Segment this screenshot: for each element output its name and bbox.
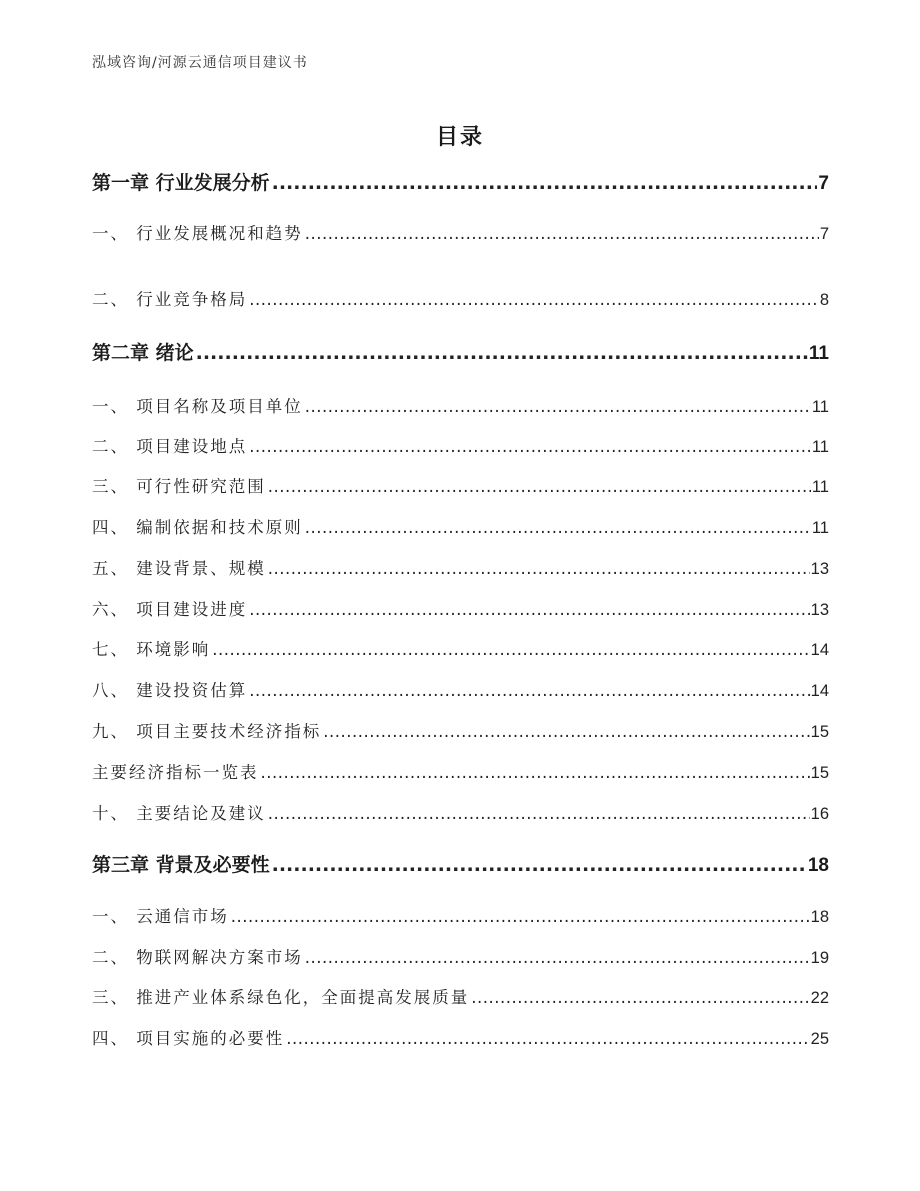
toc-entry-label: 五、 建设背景、规模: [92, 559, 266, 578]
dot-leader: [268, 559, 810, 578]
toc-entry-label: 三、 推进产业体系绿色化，全面提高发展质量: [92, 988, 470, 1007]
toc-section-entry[interactable]: [92, 393, 829, 417]
toc-page-number: 11: [811, 398, 829, 416]
toc-page-number: 16: [810, 805, 829, 823]
toc-section-entry[interactable]: [92, 555, 829, 579]
toc-entry-label: 八、 建设投资估算: [92, 681, 248, 700]
toc-entry-label: 一、 项目名称及项目单位: [92, 397, 303, 416]
toc-entry-label: 主要经济指标一览表: [92, 763, 259, 782]
dot-leader: [471, 988, 809, 1007]
toc-entry-label: 第三章 背景及必要性: [92, 854, 270, 876]
toc-entry-label: 二、 行业竞争格局: [92, 290, 248, 309]
dot-leader: [272, 172, 818, 194]
toc-page-number: 13: [810, 601, 829, 619]
dot-leader: [261, 763, 810, 782]
toc-entry-label: 九、 项目主要技术经济指标: [92, 722, 322, 741]
toc-section-entry[interactable]: [92, 759, 829, 783]
toc-section-entry[interactable]: [92, 1025, 829, 1049]
toc-entry-label: 一、 云通信市场: [92, 907, 229, 926]
toc-page-number: 11: [808, 343, 829, 364]
toc-page-number: 11: [811, 519, 829, 537]
toc-page-number: 18: [810, 908, 829, 926]
toc-entry-label: 四、 编制依据和技术原则: [92, 518, 303, 537]
dot-leader: [305, 397, 811, 416]
toc-entry-label: 二、 项目建设地点: [92, 437, 248, 456]
running-header: 泓域咨询/河源云通信项目建议书: [92, 55, 308, 71]
toc-section-entry[interactable]: [92, 636, 829, 660]
toc-page-number: 25: [810, 1030, 829, 1048]
toc-page-number: 22: [810, 989, 829, 1007]
dot-leader: [323, 722, 809, 741]
dot-leader: [305, 948, 810, 967]
toc-section-entry[interactable]: [92, 903, 829, 927]
dot-leader: [305, 224, 819, 243]
toc-page-number: 15: [810, 764, 829, 782]
toc-chapter-entry[interactable]: [92, 338, 829, 365]
toc-page-number: 14: [810, 641, 829, 659]
toc-page-number: 8: [819, 291, 829, 309]
dot-leader: [249, 681, 809, 700]
toc-entry-label: 第一章 行业发展分析: [92, 172, 270, 194]
toc-page-number: 11: [811, 478, 829, 496]
toc-page-number: 7: [818, 173, 829, 194]
toc-page-number: 11: [811, 438, 829, 456]
dot-leader: [249, 290, 819, 309]
dot-leader: [268, 477, 811, 496]
toc-entry-label: 二、 物联网解决方案市场: [92, 948, 303, 967]
toc-section-entry[interactable]: [92, 220, 829, 244]
toc-chapter-entry[interactable]: [92, 850, 829, 877]
toc-entry-label: 四、 项目实施的必要性: [92, 1029, 285, 1048]
dot-leader: [196, 342, 808, 364]
toc-page-number: 19: [810, 949, 829, 967]
toc-section-entry[interactable]: [92, 944, 829, 968]
toc-entry-label: 三、 可行性研究范围: [92, 477, 266, 496]
toc-entry-label: 一、 行业发展概况和趋势: [92, 224, 303, 243]
toc-page-number: 15: [810, 723, 829, 741]
toc-page-number: 7: [819, 225, 829, 243]
dot-leader: [272, 854, 807, 876]
dot-leader: [231, 907, 810, 926]
dot-leader: [286, 1029, 809, 1048]
toc-page-number: 14: [810, 682, 829, 700]
toc-section-entry[interactable]: [92, 286, 829, 310]
dot-leader: [212, 640, 809, 659]
toc-entry-label: 七、 环境影响: [92, 640, 211, 659]
toc-section-entry[interactable]: [92, 677, 829, 701]
toc-section-entry[interactable]: [92, 514, 829, 538]
toc-page-number: 18: [807, 855, 829, 876]
toc-chapter-entry[interactable]: [92, 168, 829, 195]
toc-section-entry[interactable]: [92, 984, 829, 1008]
toc-section-entry[interactable]: [92, 433, 829, 457]
toc-title: 目录: [435, 125, 484, 150]
toc-section-entry[interactable]: [92, 596, 829, 620]
toc-section-entry[interactable]: [92, 473, 829, 497]
dot-leader: [249, 600, 809, 619]
dot-leader: [268, 804, 810, 823]
toc-entry-label: 十、 主要结论及建议: [92, 804, 266, 823]
toc-entry-label: 六、 项目建设进度: [92, 600, 248, 619]
dot-leader: [249, 437, 811, 456]
dot-leader: [305, 518, 811, 537]
toc-entry-label: 第二章 绪论: [92, 342, 194, 364]
toc-page-number: 13: [810, 560, 829, 578]
toc-section-entry[interactable]: [92, 718, 829, 742]
toc-section-entry[interactable]: [92, 800, 829, 824]
